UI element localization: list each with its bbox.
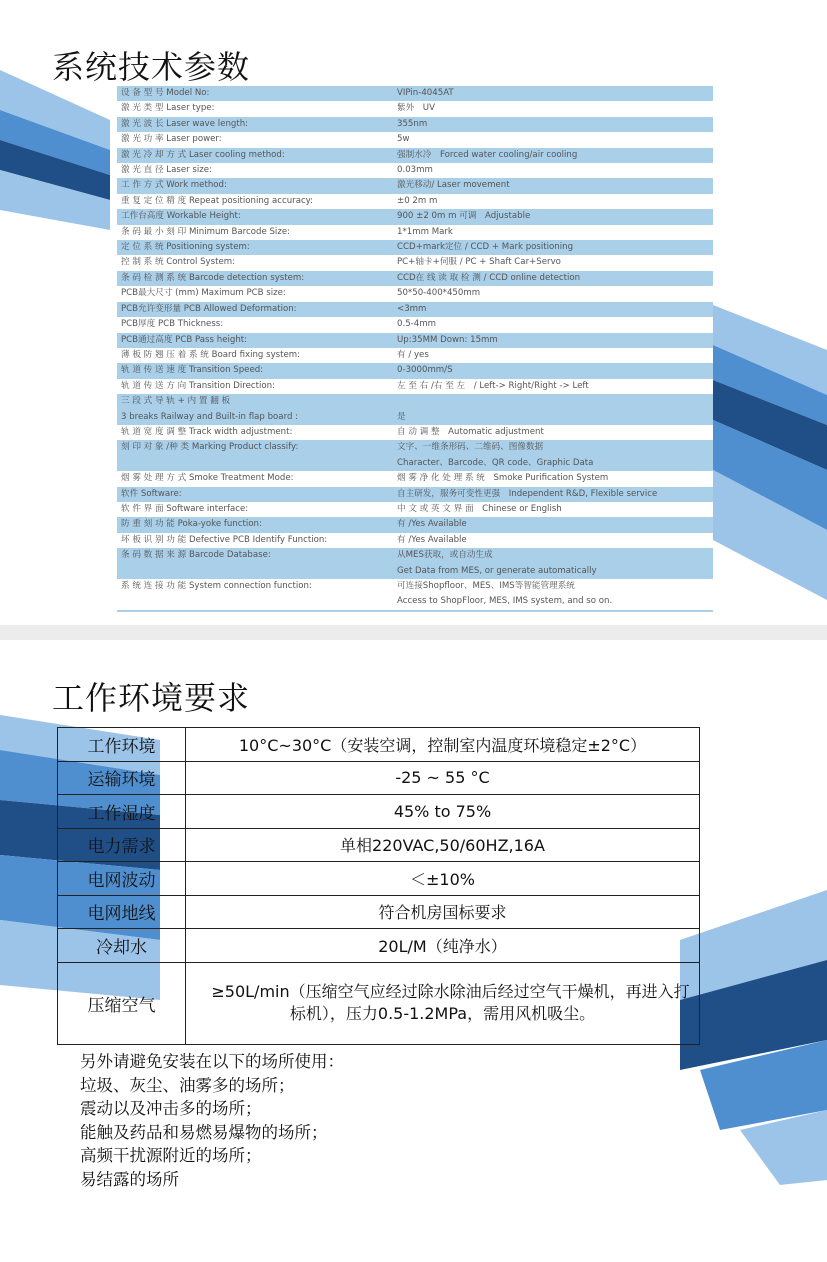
spec-value: 0.03mm xyxy=(397,165,433,176)
env-value: 单相220VAC,50/60HZ,16A xyxy=(186,828,700,862)
spec-page xyxy=(0,0,827,625)
spec-value: 50*50-400*450mm xyxy=(397,288,481,299)
spec-label: 激 光 类 型 Laser type: xyxy=(121,103,215,114)
installation-notes xyxy=(80,1050,344,1191)
spec-row xyxy=(117,163,713,178)
spec-row xyxy=(117,302,713,317)
env-label: 电力需求 xyxy=(58,828,186,862)
spec-value: 有 /Yes Available xyxy=(397,534,467,545)
spec-value: 0.5-4mm xyxy=(397,319,436,330)
spec-value: VIPin-4045AT xyxy=(397,88,454,98)
spec-label: 条 码 最 小 刻 印 Minimum Barcode Size: xyxy=(121,226,291,237)
spec-row xyxy=(117,225,713,240)
spec-value: CCD+mark定位 / CCD + Mark positioning xyxy=(397,242,574,253)
spec-row xyxy=(117,317,713,332)
spec-value: 355nm xyxy=(397,118,428,129)
spec-label: 激 光 直 径 Laser size: xyxy=(121,165,212,176)
spec-value: 左 至 右 /右 至 左 / Left-> Right/Right -> Left xyxy=(397,380,589,391)
spec-row xyxy=(117,579,713,611)
spec-label: 刻 印 对 象 /种 类 Marking Product classify: xyxy=(121,442,299,453)
spec-value: PC+轴卡+伺服 / PC + Shaft Car+Servo xyxy=(397,257,561,268)
env-value: 20L/M（纯净水） xyxy=(186,929,700,963)
spec-value: 可连接Shopfloor、MES、IMS等智能管理系统 Access to ShopFloor, MES, IMS system, and so on. xyxy=(397,581,613,607)
env-value: 45% to 75% xyxy=(186,795,700,829)
spec-label: 薄 板 防 翘 压 着 系 统 Board fixing system: xyxy=(121,349,301,360)
spec-row xyxy=(117,101,713,116)
spec-label: 重 复 定 位 精 度 Repeat positioning accuracy: xyxy=(121,195,314,206)
spec-value: 强制水冷 Forced water cooling/air cooling xyxy=(397,149,578,160)
env-label: 压缩空气 xyxy=(58,962,186,1044)
spec-label: 坏 板 识 别 功 能 Defective PCB Identify Function: xyxy=(121,534,328,545)
spec-label: 轨 道 宽 度 调 整 Track width adjustment: xyxy=(121,426,293,437)
env-label: 工作环境 xyxy=(58,728,186,762)
env-row xyxy=(58,795,700,829)
spec-row xyxy=(117,348,713,363)
spec-label: 激 光 冷 却 方 式 Laser cooling method: xyxy=(121,149,285,160)
env-value: -25 ~ 55 °C xyxy=(186,761,700,795)
spec-label: PCB允许变形量 PCB Allowed Deformation: xyxy=(121,303,297,314)
env-label: 工作湿度 xyxy=(58,795,186,829)
spec-value: 文字、一维条形码、二维码、图像数据 Character、Barcode、QR code、Graphic Data xyxy=(397,442,594,468)
spec-value: Up:35MM Down: 15mm xyxy=(397,334,498,345)
env-row xyxy=(58,862,700,896)
note-line: 震动以及冲击多的场所； xyxy=(80,1099,262,1118)
spec-value: 中 文 或 英 文 界 面 Chinese or English xyxy=(397,503,562,514)
spec-row xyxy=(117,132,713,147)
env-label: 电网地线 xyxy=(58,895,186,929)
spec-label: 设 备 型 号 Model No: xyxy=(121,88,210,98)
env-row xyxy=(58,761,700,795)
spec-value: 是 xyxy=(397,411,406,422)
spec-table xyxy=(117,86,713,612)
spec-row xyxy=(117,425,713,440)
spec-row xyxy=(117,178,713,193)
spec-label: 轨 道 传 送 方 向 Transition Direction: xyxy=(121,380,275,391)
spec-label: 工 作 方 式 Work method: xyxy=(121,180,227,191)
env-row xyxy=(58,828,700,862)
spec-value: 有 / yes xyxy=(397,349,429,360)
env-row xyxy=(58,929,700,963)
spec-value: 5w xyxy=(397,134,410,145)
spec-label: 烟 雾 处 理 方 式 Smoke Treatment Mode: xyxy=(121,473,294,484)
env-label: 电网波动 xyxy=(58,862,186,896)
spec-row xyxy=(117,209,713,224)
spec-row xyxy=(117,517,713,532)
spec-row xyxy=(117,379,713,394)
spec-label: 定 位 系 统 Positioning system: xyxy=(121,242,250,253)
spec-label: 激 光 功 率 Laser power: xyxy=(121,134,222,145)
note-line: 能触及药品和易燃易爆物的场所； xyxy=(80,1122,328,1142)
spec-row xyxy=(117,487,713,502)
env-value: ＜±10% xyxy=(186,862,700,896)
spec-row xyxy=(117,333,713,348)
spec-row xyxy=(117,363,713,378)
page-title: 系统技术参数 xyxy=(52,48,251,86)
spec-value: 900 ±2 0m m 可调 Adjustable xyxy=(397,211,531,222)
spec-row xyxy=(117,471,713,486)
note-line: 高频干扰源附近的场所； xyxy=(80,1146,262,1165)
spec-row xyxy=(117,533,713,548)
spec-value: 1*1mm Mark xyxy=(397,226,453,237)
spec-row xyxy=(117,286,713,301)
spec-value: CCD在 线 读 取 检 测 / CCD online detection xyxy=(397,272,581,283)
spec-row xyxy=(117,440,713,471)
spec-label: 防 重 刻 功 能 Poka-yoke function: xyxy=(121,519,262,530)
spec-row xyxy=(117,255,713,270)
spec-label: 三 段 式 导 轨 + 内 置 翻 板 3 breaks Railway and Built-in flap board : xyxy=(121,396,299,422)
spec-label: 控 制 系 统 Control System: xyxy=(121,257,236,268)
environment-page xyxy=(0,640,827,1262)
spec-value: 紫外 UV xyxy=(397,103,435,114)
spec-label: PCB厚度 PCB Thickness: xyxy=(121,319,224,330)
note-line: 垃圾、灰尘、油雾多的场所； xyxy=(80,1075,295,1095)
spec-value: 0-3000mm/S xyxy=(397,365,453,376)
spec-row xyxy=(117,394,713,425)
note-line: 易结露的场所 xyxy=(80,1169,179,1189)
spec-value: 有 /Yes Available xyxy=(397,519,467,530)
spec-row xyxy=(117,117,713,132)
spec-label: 轨 道 传 送 速 度 Transition Speed: xyxy=(121,365,264,376)
environment-table xyxy=(57,727,700,1045)
spec-label: 工作台高度 Workable Height: xyxy=(121,211,241,222)
spec-row xyxy=(117,148,713,163)
spec-row xyxy=(117,502,713,517)
spec-value: 激光移动/ Laser movement xyxy=(397,180,510,191)
spec-value: 烟 雾 净 化 处 理 系 统 Smoke Purification System xyxy=(397,473,609,484)
env-value: 10°C~30°C（安装空调，控制室内温度环境稳定±2°C） xyxy=(186,728,700,762)
spec-label: 条 码 检 测 系 统 Barcode detection system: xyxy=(121,272,305,283)
spec-label: 系 统 连 接 功 能 System connection function: xyxy=(121,581,312,591)
spec-row xyxy=(117,240,713,255)
note-line: 另外请避免安装在以下的场所使用： xyxy=(80,1052,344,1071)
env-value: 符合机房国标要求 xyxy=(186,895,700,929)
spec-value: 自主研发，服务可变性更强 Independent R&D, Flexible service xyxy=(397,488,658,499)
spec-label: 软 件 界 面 Software interface: xyxy=(121,503,249,514)
spec-value: ±0 2m m xyxy=(397,195,438,206)
spec-row xyxy=(117,271,713,286)
spec-label: PCB通过高度 PCB Pass height: xyxy=(121,334,248,345)
env-row xyxy=(58,962,700,1044)
spec-label: 软件 Software: xyxy=(121,488,182,499)
env-label: 冷却水 xyxy=(58,929,186,963)
env-row xyxy=(58,728,700,762)
spec-label: 条 码 数 据 来 源 Barcode Database: xyxy=(121,550,271,561)
spec-value: <3mm xyxy=(397,303,427,314)
env-value: ≥50L/min（压缩空气应经过除水除油后经过空气干燥机，再进入打标机），压力0.5-1.2MPa，需用风机吸尘。 xyxy=(186,962,700,1044)
spec-label: 激 光 波 长 Laser wave length: xyxy=(121,118,249,129)
spec-label: PCB最大尺寸 (mm) Maximum PCB size: xyxy=(121,288,286,299)
spec-row xyxy=(117,86,713,101)
env-row xyxy=(58,895,700,929)
spec-value: 自 动 调 整 Automatic adjustment xyxy=(397,426,544,437)
section-title: 工作环境要求 xyxy=(52,679,251,717)
env-label: 运输环境 xyxy=(58,761,186,795)
spec-row xyxy=(117,194,713,209)
spec-value: 从MES获取，或自动生成 Get Data from MES, or generate automatically xyxy=(397,550,597,576)
spec-row xyxy=(117,548,713,579)
